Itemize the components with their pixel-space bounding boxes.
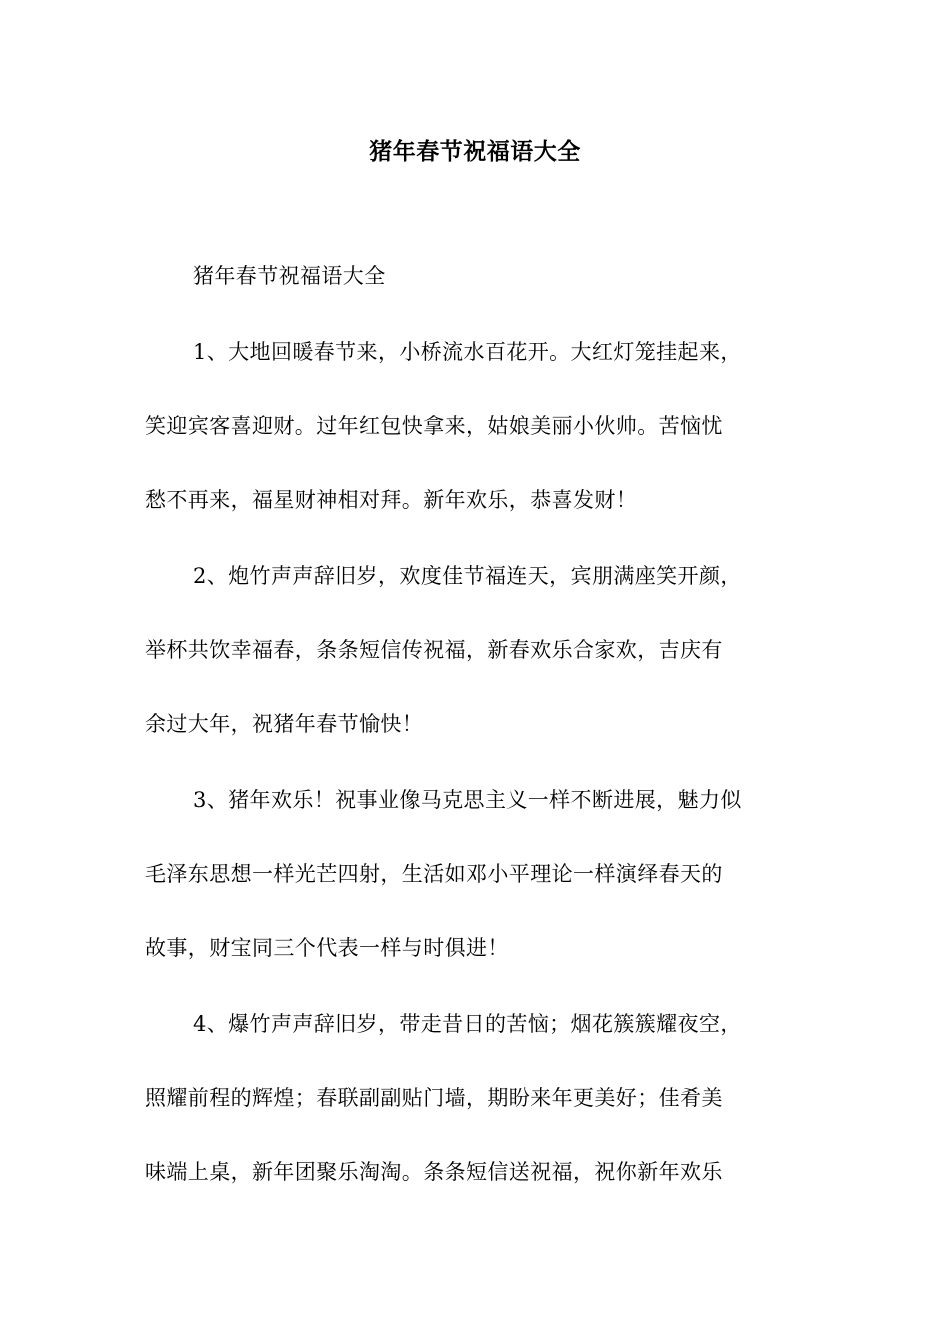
paragraph-2-line-3: 余过大年，祝猪年春节愉快！: [145, 712, 424, 736]
paragraph-1-line-1: 1、大地回暖春节来，小桥流水百花开。大红灯笼挂起来，: [193, 340, 742, 364]
paragraph-1-line-3: 愁不再来，福星财神相对拜。新年欢乐，恭喜发财！: [145, 488, 638, 512]
document-title: 猪年春节祝福语大全: [369, 138, 581, 165]
paragraph-3-line-2: 毛泽东思想一样光芒四射，生活如邓小平理论一样演绎春天的: [145, 862, 723, 886]
paragraph-4-line-3: 味端上桌，新年团聚乐淘淘。条条短信送祝福，祝你新年欢乐: [145, 1160, 723, 1184]
paragraph-2-line-1: 2、炮竹声声辞旧岁，欢度佳节福连天，宾朋满座笑开颜，: [193, 564, 742, 588]
paragraph-1-line-2: 笑迎宾客喜迎财。过年红包快拿来，姑娘美丽小伙帅。苦恼忧: [145, 414, 723, 438]
paragraph-3-line-1: 3、猪年欢乐！祝事业像马克思主义一样不断进展，魅力似: [193, 788, 742, 812]
paragraph-4-line-2: 照耀前程的辉煌；春联副副贴门墙，期盼来年更美好；佳肴美: [145, 1086, 723, 1110]
paragraph-4-line-1: 4、爆竹声声辞旧岁，带走昔日的苦恼；烟花簇簇耀夜空，: [193, 1012, 742, 1036]
paragraph-2-line-2: 举杯共饮幸福春，条条短信传祝福，新春欢乐合家欢，吉庆有: [145, 638, 723, 662]
subtitle-line: 猪年春节祝福语大全: [193, 264, 386, 288]
paragraph-3-line-3: 故事，财宝同三个代表一样与时俱进！: [145, 936, 509, 960]
